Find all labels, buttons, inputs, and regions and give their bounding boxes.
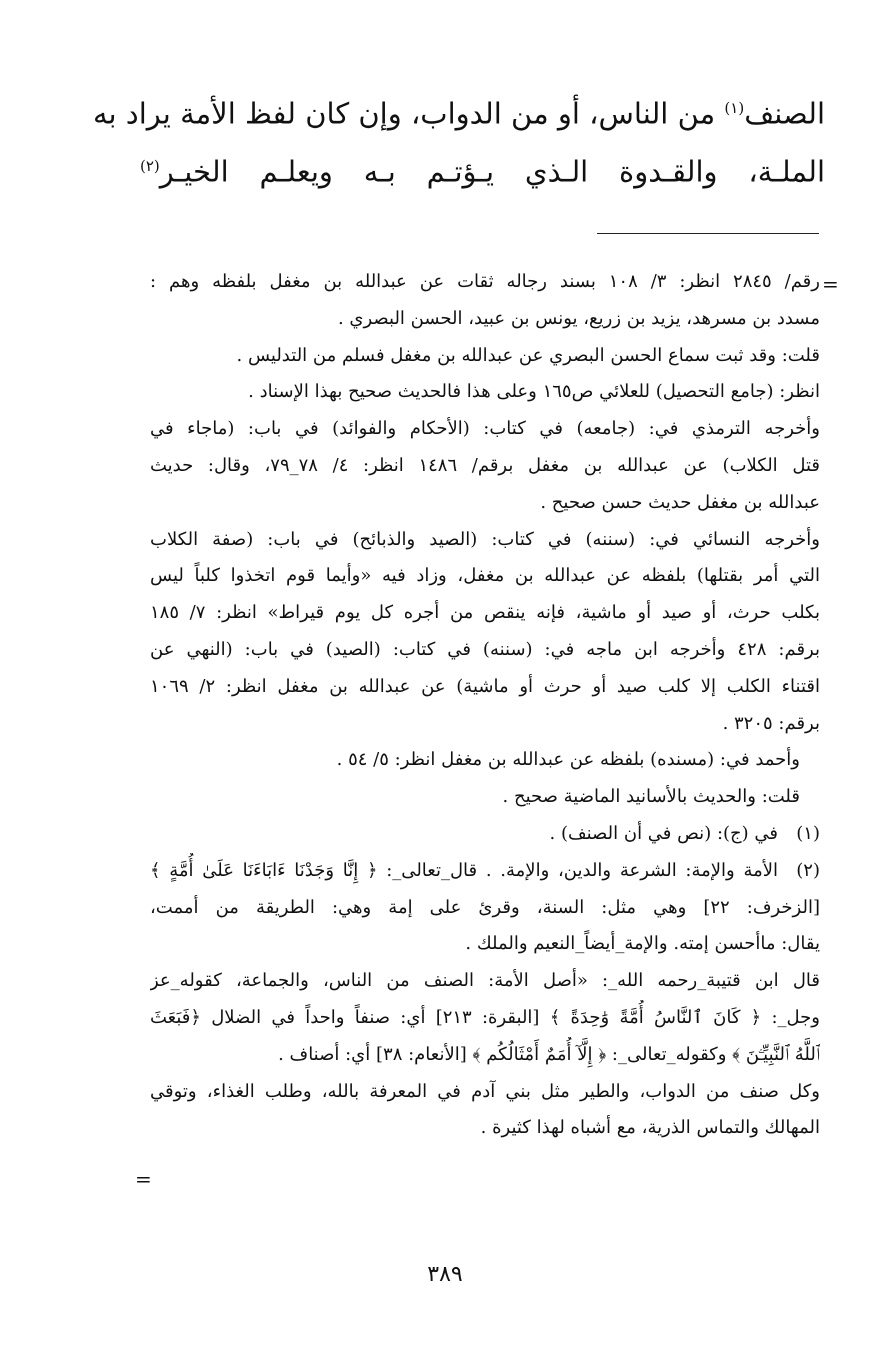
main-line2-text: الملـة، والقـدوة الـذي يـؤتـم بـه ويعلـم الخيـر bbox=[159, 154, 825, 189]
page-number: ٣٨٩ bbox=[427, 1262, 463, 1287]
note-line: وأحمد في: (مسنده) بلفظه عن عبدالله بن مغفل انظر: ٥/ ٥٤ . bbox=[336, 749, 800, 771]
footnote-2-line: يقال: ماأحسن إمته. والإمة_أيضاً_النعيم والملك . bbox=[465, 933, 820, 955]
footnote-ref-1[interactable]: (١) bbox=[724, 99, 745, 117]
footnote-2-line: المهالك والتماس الذرية، مع أشباه لهذا كثيرة . bbox=[480, 1117, 820, 1139]
footnotes-section bbox=[150, 264, 820, 1147]
continuation-mark-bottom: = bbox=[135, 1167, 152, 1191]
footnote-1-text: في (ج): (نص في أن الصنف) . bbox=[549, 822, 778, 844]
footnote-2-line: وكل صنف من الدواب، والطير مثل بني آدم في المعرفة بالله، وطلب الغذاء، وتوقي bbox=[150, 1080, 820, 1102]
footnote-2-line: قال ابن قتيبة_رحمه الله_: «أصل الأمة: الصنف من الناس، والجماعة، كقوله_عز bbox=[150, 970, 820, 992]
note-line: برقم: ٤٢٨ وأخرجه ابن ماجه في: (سننه) في كتاب: (الصيد) في باب: (النهي عن bbox=[150, 638, 820, 660]
note-line: رقم/ ٢٨٤٥ انظر: ٣/ ١٠٨ بسند رجاله ثقات عن عبدالله بن مغفل بلفظه وهم : bbox=[150, 271, 820, 292]
footnote-2-line: الأمة والإمة: الشرعة والدين، والإمة. . قال_تعالى_: ﴿ إِنَّا وَجَدْنَا ءَابَاءَنَا عَلَىٰ أُمَّةٍ ﴾ bbox=[150, 859, 778, 881]
footnote-1 bbox=[150, 816, 820, 853]
note-line: وأخرجه الترمذي في: (جامعه) في كتاب: (الأحكام والفوائد) في باب: (ماجاء في bbox=[150, 418, 820, 440]
footnote-2 bbox=[150, 853, 820, 890]
note-line: وأخرجه النسائي في: (سننه) في كتاب: (الصيد والذبائح) في باب: (صفة الكلاب bbox=[150, 528, 820, 550]
note-line: بكلب حرث، أو صيد أو ماشية، فإنه ينقص من أجره كل يوم قيراط» انظر: ٧/ ١٨٥ bbox=[150, 602, 820, 624]
main-text-line-2 bbox=[140, 140, 825, 198]
note-line: قلت: والحديث بالأسانيد الماضية صحيح . bbox=[502, 786, 800, 808]
main-line1-rest: من الناس، أو من الدواب، وإن كان لفظ الأمة يراد به bbox=[92, 96, 716, 131]
note-line: اقتناء الكلب إلا كلب صيد أو حرث أو ماشية) عن عبدالله بن مغفل انظر: ٢/ ١٠٦٩ bbox=[150, 675, 820, 697]
main-text-line-1 bbox=[92, 82, 825, 140]
note-line: انظر: (جامع التحصيل) للعلائي ص١٦٥ وعلى هذا فالحديث صحيح بهذا الإسناد . bbox=[248, 381, 820, 403]
note-line: برقم: ٣٢٠٥ . bbox=[722, 712, 820, 734]
footnote-2-line: [الزخرف: ٢٢] وهي مثل: السنة، وقرئ على إمة وهي: الطريقة من أممت، bbox=[150, 896, 820, 918]
footnote-2-line: ٱللَّهُ ٱلنَّبِيِّـۧنَ ﴾ وكقوله_تعالى_: ﴿ إِلَّآ أُمَمٌ أَمْثَالُكُم ﴾ [الأنعام: ٣٨] أي: أصناف . bbox=[278, 1043, 820, 1065]
main-line1-start: الصنف bbox=[744, 96, 825, 131]
footnote-2-number: (٢) bbox=[796, 859, 820, 881]
note-line: التي أمر بقتلها) بلفظه عن عبدالله بن مغفل، وزاد فيه «وأيما قوم اتخذوا كلباً ليس bbox=[150, 565, 820, 587]
note-line: قتل الكلاب) عن عبدالله بن مغفل برقم/ ١٤٨٦ انظر: ٤/ ٧٨_٧٩، وقال: حديث bbox=[150, 454, 820, 476]
note-line: قلت: وقد ثبت سماع الحسن البصري عن عبدالله بن مغفل فسلم من التدليس . bbox=[236, 344, 820, 366]
note-line: عبدالله بن مغفل حديث حسن صحيح . bbox=[540, 491, 820, 513]
footnote-1-number: (١) bbox=[796, 822, 820, 844]
footnote-2-line: وجل_: ﴿ كَانَ ٱلنَّاسُ أُمَّةً وَٰحِدَةً ﴾ [البقرة: ٢١٣] أي: صنفاً واحداً في الضلال ﴿فَبَعَثَ bbox=[150, 1006, 820, 1028]
footnote-ref-2[interactable]: (٢) bbox=[140, 156, 160, 175]
continuation-mark-top: = bbox=[822, 272, 839, 296]
footnote-separator bbox=[597, 233, 819, 234]
main-body-text bbox=[92, 82, 825, 197]
note-line: مسدد بن مسرهد، يزيد بن زريع، يونس بن عبيد، الحسن البصري . bbox=[337, 307, 820, 329]
